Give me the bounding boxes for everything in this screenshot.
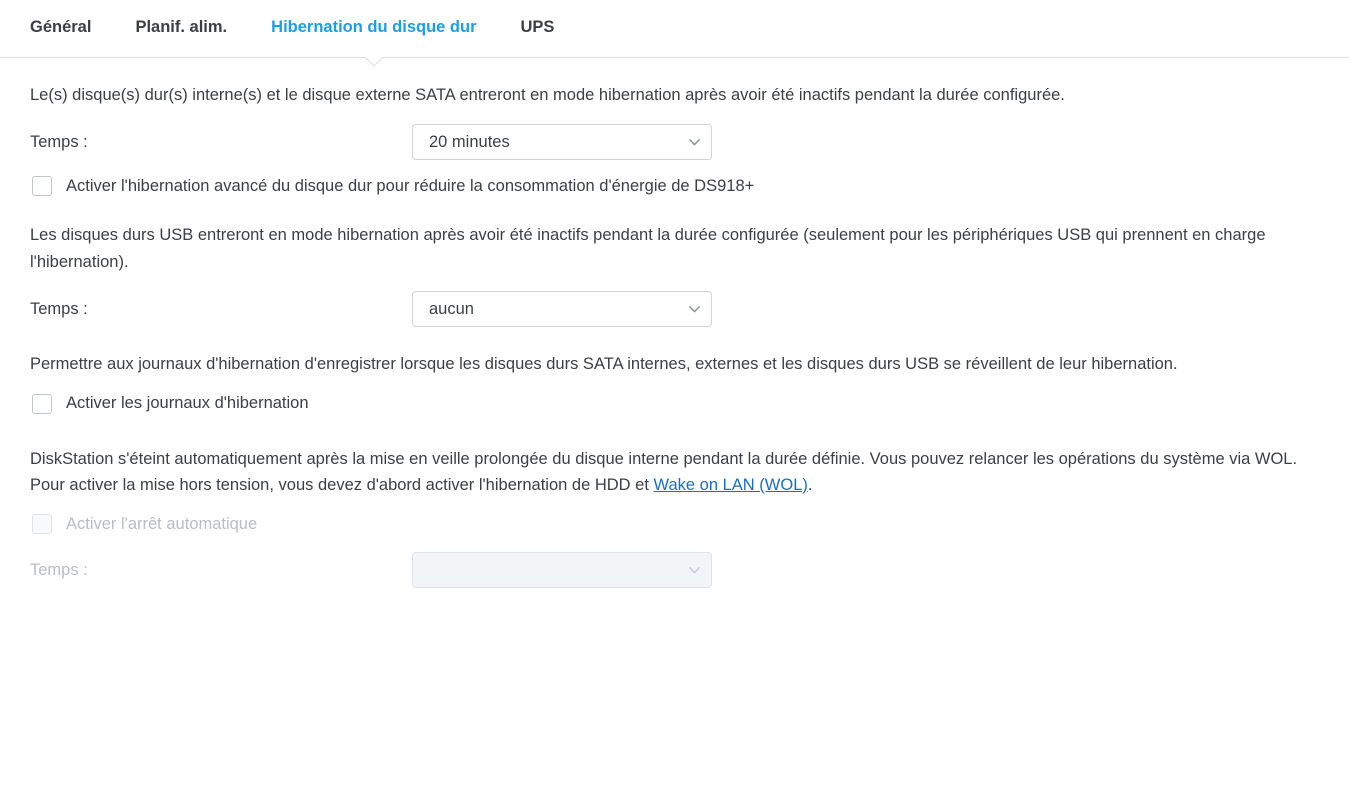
tab-bar xyxy=(0,0,1349,58)
settings-content xyxy=(0,58,1349,588)
auto-shutdown-time-row xyxy=(30,552,1321,588)
advanced-hibernation-row xyxy=(30,176,1321,196)
usb-time-label: Temps : xyxy=(30,299,88,318)
hibernation-logs-row xyxy=(30,394,1321,414)
hibernation-logs-checkbox[interactable] xyxy=(32,394,52,414)
auto-shutdown-label: Activer l'arrêt automatique xyxy=(66,514,258,533)
usb-hibernation-time-select[interactable] xyxy=(412,291,712,327)
internal-hibernation-time-value: 20 minutes xyxy=(429,132,510,151)
internal-time-label: Temps : xyxy=(30,132,88,151)
chevron-down-icon xyxy=(677,139,711,146)
auto-shutdown-description-text: DiskStation s'éteint automatiquement après la mise en veille prolongée du disque interne pendant la durée définie. Vous pouvez relancer les opérations du système via WOL. Pour activer la mise hors tension, vous devez d'abord activer l'hibernation de HDD et xyxy=(30,449,1298,494)
auto-shutdown-description-tail: . xyxy=(807,475,813,494)
internal-hibernation-description: Le(s) disque(s) dur(s) interne(s) et le disque externe SATA entreront en mode hibernation après avoir été inactifs pendant la durée configurée. xyxy=(30,86,1065,104)
chevron-down-icon xyxy=(677,567,711,574)
internal-hibernation-time-select[interactable] xyxy=(412,124,712,160)
wake-on-lan-link[interactable]: Wake on LAN (WOL) xyxy=(653,475,808,494)
tab-general[interactable]: Général xyxy=(30,18,92,36)
chevron-down-icon xyxy=(677,306,711,313)
tab-hdd-hibernation[interactable]: Hibernation du disque dur xyxy=(259,0,488,57)
auto-shutdown-time-select xyxy=(412,552,712,588)
auto-shutdown-row xyxy=(30,514,1321,534)
auto-shutdown-description xyxy=(30,446,1321,499)
hibernation-logs-description: Permettre aux journaux d'hibernation d'enregistrer lorsque les disques durs SATA internes, externes et les disques durs USB se réveillent de leur hibernation. xyxy=(30,355,1178,374)
hibernation-logs-label: Activer les journaux d'hibernation xyxy=(66,394,309,413)
auto-shutdown-time-label: Temps : xyxy=(30,560,88,579)
usb-hibernation-time-value: aucun xyxy=(429,299,474,318)
usb-hibernation-description: Les disques durs USB entreront en mode hibernation après avoir été inactifs pendant la durée configurée (seulement pour les périphériques USB qui prennent en charge l'hibernation). xyxy=(30,226,1266,271)
auto-shutdown-checkbox xyxy=(32,514,52,534)
advanced-hibernation-checkbox[interactable] xyxy=(32,176,52,196)
internal-hibernation-time-row xyxy=(30,124,1321,160)
usb-hibernation-time-row xyxy=(30,291,1321,327)
tab-power-schedule[interactable]: Planif. alim. xyxy=(135,18,228,36)
advanced-hibernation-label: Activer l'hibernation avancé du disque dur pour réduire la consommation d'énergie de DS918+ xyxy=(66,176,755,195)
tab-ups[interactable]: UPS xyxy=(520,18,555,36)
